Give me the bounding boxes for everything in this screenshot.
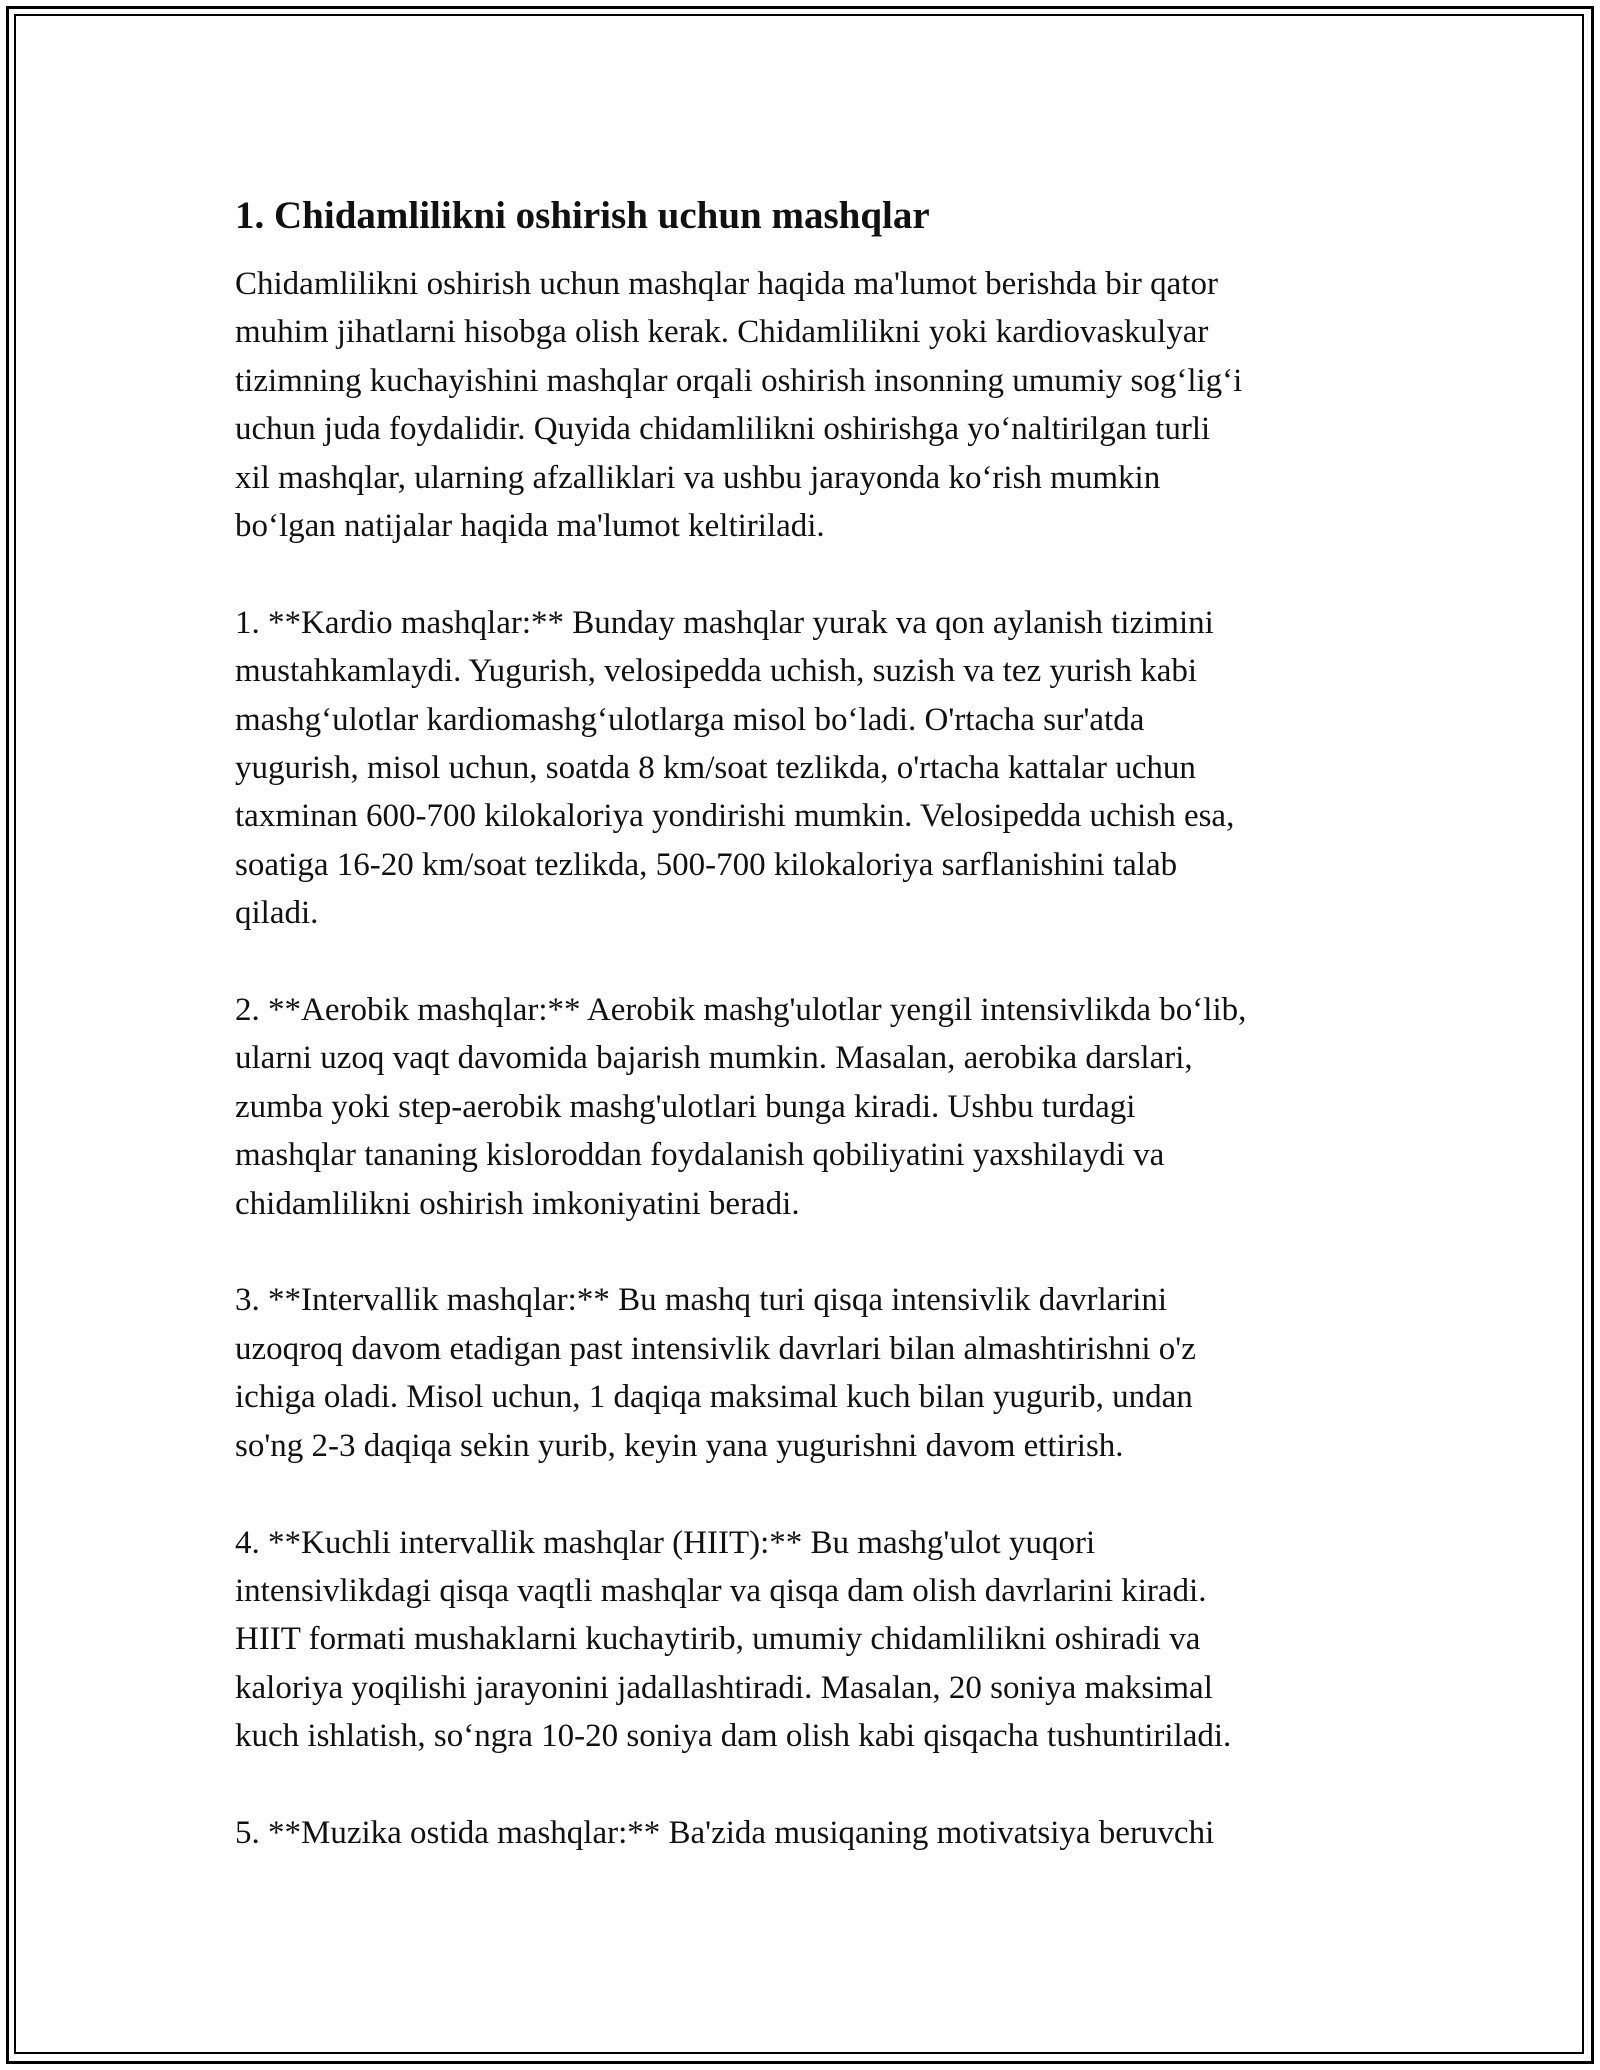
text-line: taxminan 600-700 kilokaloriya yondirishi mumkin. Velosipedda uchish esa, xyxy=(235,798,1235,835)
text-line: so'ng 2-3 daqiqa sekin yurib, keyin yana yugurishni davom ettirish. xyxy=(235,1427,1124,1464)
text-line: 2. **Aerobik mashqlar:** Aerobik mashg'ulotlar yengil intensivlikda bo‘lib, xyxy=(235,992,1247,1029)
text-line: 3. **Intervallik mashqlar:** Bu mashq turi qisqa intensivlik davrlarini xyxy=(235,1282,1168,1319)
text-line: muhim jihatlarni hisobga olish kerak. Chidamlilikni yoki kardiovaskulyar xyxy=(235,314,1209,351)
list-item-interval xyxy=(235,1276,1375,1470)
text-line: yugurish, misol uchun, soatda 8 km/soat tezlikda, o'rtacha kattalar uchun xyxy=(235,750,1196,787)
text-line: 1. **Kardio mashqlar:** Bunday mashqlar yurak va qon aylanish tizimini xyxy=(235,604,1214,641)
text-line: soatiga 16-20 km/soat tezlikda, 500-700 kilokaloriya sarflanishini talab xyxy=(235,846,1178,883)
text-line: ularni uzoq vaqt davomida bajarish mumkin. Masalan, aerobika darslari, xyxy=(235,1040,1193,1077)
list-item-cardio xyxy=(235,599,1375,938)
text-line: bo‘lgan natijalar haqida ma'lumot keltiriladi. xyxy=(235,508,825,545)
text-line: mustahkamlaydi. Yugurish, velosipedda uchish, suzish va tez yurish kabi xyxy=(235,653,1198,690)
text-line: intensivlikdagi qisqa vaqtli mashqlar va qisqa dam olish davrlarini kiradi. xyxy=(235,1572,1207,1609)
text-line: xil mashqlar, ularning afzalliklari va ushbu jarayonda ko‘rish mumkin xyxy=(235,459,1161,496)
text-line: mashg‘ulotlar kardiomashg‘ulotlarga misol bo‘ladi. O'rtacha sur'atda xyxy=(235,701,1145,738)
text-line: 4. **Kuchli intervallik mashqlar (HIIT):** Bu mashg'ulot yuqori xyxy=(235,1524,1096,1561)
section-heading: 1. Chidamlilikni oshirish uchun mashqlar xyxy=(235,194,930,237)
paragraph-gap xyxy=(235,1470,1375,1518)
intro-paragraph xyxy=(235,260,1375,550)
text-line: uchun juda foydalidir. Quyida chidamlilikni oshirishga yo‘naltirilgan turli xyxy=(235,411,1211,448)
text-line: mashqlar tananing kisloroddan foydalanish qobiliyatini yaxshilaydi va xyxy=(235,1137,1165,1174)
paragraph-gap xyxy=(235,550,1375,598)
text-line: HIIT formati mushaklarni kuchaytirib, umumiy chidamlilikni oshiradi va xyxy=(235,1621,1201,1658)
text-line: ichiga oladi. Misol uchun, 1 daqiqa maksimal kuch bilan yugurib, undan xyxy=(235,1379,1193,1416)
paragraph-gap xyxy=(235,1228,1375,1276)
list-item-music xyxy=(235,1809,1375,1857)
text-line: uzoqroq davom etadigan past intensivlik davrlari bilan almashtirishni o'z xyxy=(235,1330,1196,1367)
list-item-hiit xyxy=(235,1519,1375,1761)
text-line: chidamlilikni oshirish imkoniyatini beradi. xyxy=(235,1185,800,1222)
text-line: kuch ishlatish, so‘ngra 10-20 soniya dam olish kabi qisqacha tushuntiriladi. xyxy=(235,1718,1232,1755)
paragraph-gap xyxy=(235,938,1375,986)
text-line: Chidamlilikni oshirish uchun mashqlar haqida ma'lumot berishda bir qator xyxy=(235,266,1218,302)
paragraph-gap xyxy=(235,1761,1375,1809)
text-line: tizimning kuchayishini mashqlar orqali oshirish insonning umumiy sog‘lig‘i xyxy=(235,362,1243,399)
text-line: kaloriya yoqilishi jarayonini jadallashtiradi. Masalan, 20 soniya maksimal xyxy=(235,1669,1213,1706)
text-line: 5. **Muzika ostida mashqlar:** Ba'zida musiqaning motivatsiya beruvchi xyxy=(235,1814,1215,1851)
document-body xyxy=(235,190,1375,1857)
list-item-aerobic xyxy=(235,986,1375,1228)
text-line: zumba yoki step-aerobik mashg'ulotlari bunga kiradi. Ushbu turdagi xyxy=(235,1088,1136,1125)
text-line: qiladi. xyxy=(235,895,319,932)
